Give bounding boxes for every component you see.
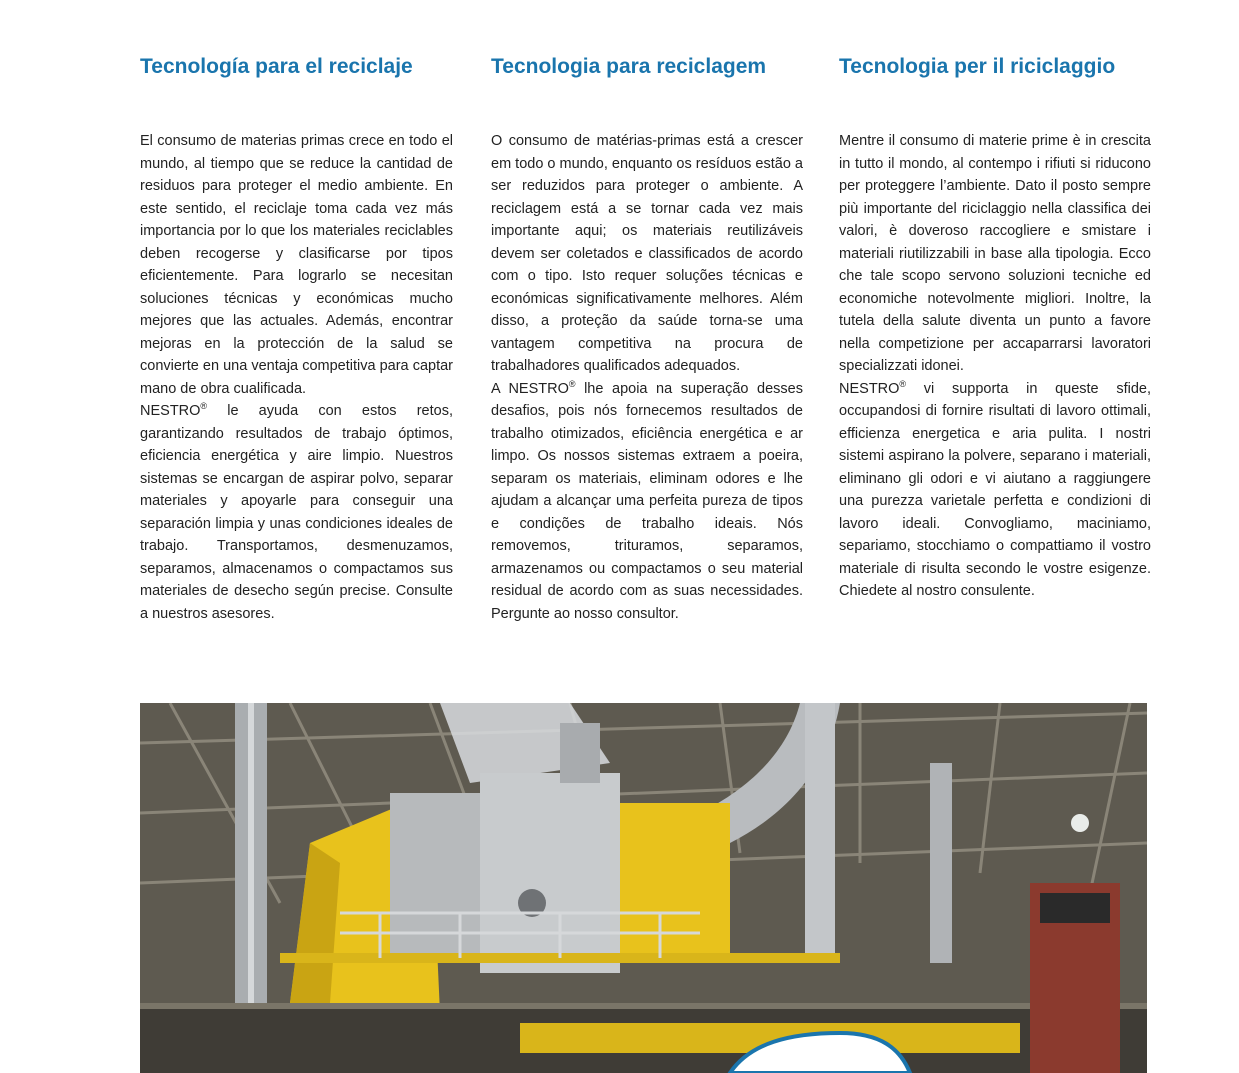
duct-right — [930, 763, 952, 963]
paragraph-2 — [839, 378, 1151, 603]
paragraph-1: Mentre il consumo di materie prime è in crescita in tutto il mondo, al contempo i rifiuti si riducono per proteggere l’ambiente. Dato il posto sempre più importante del riciclaggio nella classifica dei valori, è doveroso raccogliere e smistare i materiali riutilizzabili in base alla tipologia. Ecco che tale scopo servono soluzioni tecniche ed economiche notevolmente migliori. Inoltre, la tutela della salute diventa un punto a favore nella competizione per accaparrarsi lavoratori specializzati idonei. — [839, 133, 1151, 374]
column-portuguese — [491, 50, 803, 622]
paragraph-2-text: le ayuda con estos retos, garantizando resultados de trabajo óptimos, eficiencia energética y aire limpio. Nuestros sistemas se encargan de aspirar polvo, separar materiales y apoyarle para conseguir una separación limpia y unas condiciones ideales de trabajo. Transportamos, desmenuzamos, separamos, almacenamos o compactamos sus materiales de desecho según precise. Consulte a nuestros asesores. — [140, 403, 453, 622]
duct-vertical — [805, 703, 835, 953]
paragraph-1: El consumo de materias primas crece en todo el mundo, al tiempo que se reduce la cantidad de residuos para proteger el medio ambiente. En este sentido, el reciclaje toma cada vez más importancia por lo que los materiales reciclables deben recogerse y clasificarse por tipos eficientemente. Para lograrlo se necesitan soluciones técnicas y económicas mucho mejores que las actuales. Además, encontrar mejoras en la protección de la salud se convierte en una ventaja competitiva para captar mano de obra cualificada. — [140, 133, 453, 397]
brand-prefix: A — [491, 380, 509, 397]
yellow-housing — [620, 803, 730, 953]
paragraph-2 — [140, 400, 453, 625]
heading-italian: Tecnologia per il riciclaggio — [839, 55, 1116, 78]
column-spanish — [140, 50, 453, 622]
paragraph-2-text: lhe apoia na superação desses desafios, pois nós fornecemos resultados de trabalho otimizados, eficiência energética e ar limpo. Os nossos sistemas extraem a poeira, separam os materiais, eliminam odores e lhe ajudam a alcançar uma perfeita pureza de tipos e condições de trabalho ideais. Nós removemos, trituramos, separamos, armazenamos ou compactamos o seu material residual de acordo com as suas necessidades. Pergunte ao nosso consultor. — [491, 380, 803, 622]
exhaust-stack — [560, 723, 600, 783]
registered-mark: ® — [899, 378, 907, 389]
plant-illustration — [140, 703, 1147, 1073]
registered-mark: ® — [568, 378, 576, 389]
brand-name: NESTRO — [508, 380, 569, 397]
paragraph-2 — [491, 378, 803, 626]
body-text-spanish — [140, 130, 453, 625]
recycling-plant-photo — [140, 703, 1147, 1073]
column-italian — [839, 50, 1151, 599]
brand-name: NESTRO — [839, 380, 900, 397]
brand-name: NESTRO — [140, 403, 201, 419]
registered-mark: ® — [200, 401, 208, 412]
heading-portuguese: Tecnologia para reciclagem — [491, 55, 767, 78]
body-text-italian — [839, 130, 1151, 603]
ceiling-lamp — [1071, 814, 1089, 832]
heading-spanish: Tecnología para el reciclaje — [140, 55, 413, 78]
paragraph-2-text: vi supporta in queste sfide, occupandosi di fornire risultati di lavoro ottimali, efficienza energetica e aria pulita. I nostri sistemi aspirano la polvere, separano i materiali, eliminano gli odori e vi aiutano a raggiungere una purezza varietale perfetta e condizioni di lavoro ideali. Convogliamo, maciniamo, separiamo, stocchiamo o compattiamo il vostro materiale di risulta secondo le vostre esigenze. Chiedete al nostro consulente. — [839, 380, 1151, 599]
paragraph-1: O consumo de matérias-primas está a crescer em todo o mundo, enquanto os resíduos estão a ser reduzidos para proteger o ambiente. A reciclagem está a se tornar cada vez mais importante aqui; os materiais reutilizáveis devem ser coletados e classificados de acordo com o tipo. Isto requer soluções técnicas e económicas significativamente melhores. Além disso, a proteção da saúde torna-se uma vantagem competitiva na procura de trabalhadores qualificados adequados. — [491, 133, 803, 374]
body-text-portuguese — [491, 130, 803, 625]
filter-housing-center — [480, 773, 620, 973]
